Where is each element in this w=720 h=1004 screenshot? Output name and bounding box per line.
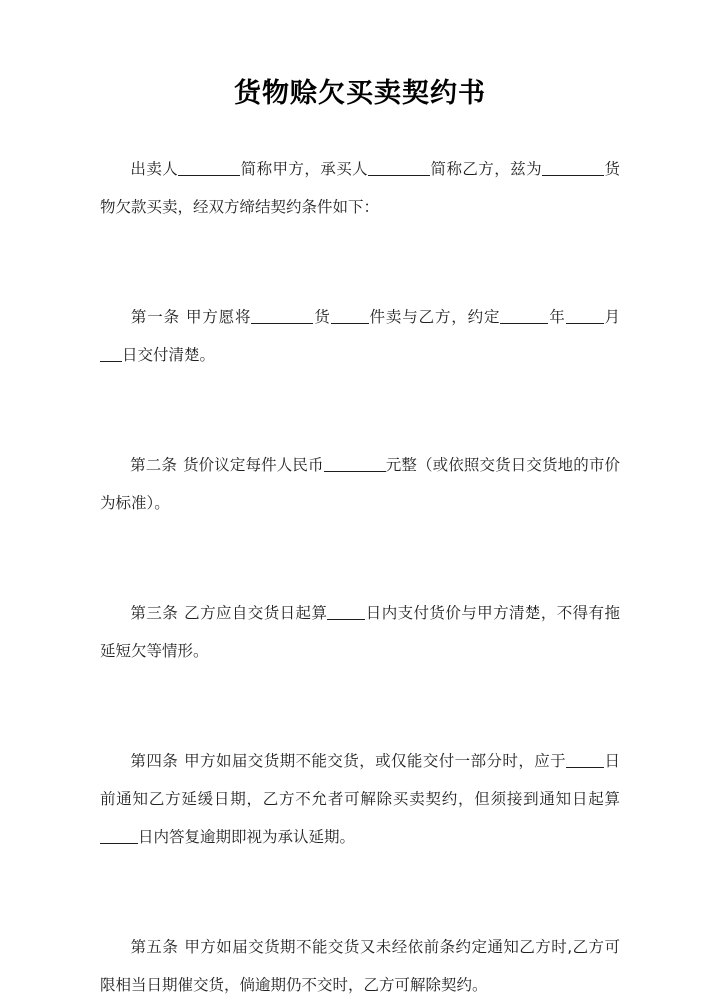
article-1-paragraph <box>100 298 620 374</box>
article-1-day-blank[interactable] <box>100 347 122 362</box>
page-title: 货物赊欠买卖契约书 <box>234 78 486 109</box>
article-5-paragraph <box>100 928 620 1004</box>
article-2-segment-2: 元整（或依照交货日交货地的市价为标准）。 <box>100 456 620 512</box>
article-2-segment-1: 货价议定每件人民币 <box>183 456 324 474</box>
preamble-tail-text: 货物欠款买卖，经双方缔结契约条件如下： <box>100 160 620 216</box>
article-4-label: 第四条 <box>130 752 179 770</box>
preamble-mid-1-text: 简称甲方，承买人 <box>240 160 369 178</box>
article-1-segment-4: 年 <box>548 308 566 326</box>
goods-name-blank[interactable] <box>542 161 604 176</box>
article-1-segment-3: 件卖与乙方，约定 <box>368 308 501 326</box>
seller-name-blank[interactable] <box>178 161 240 176</box>
article-2-paragraph <box>100 446 620 522</box>
article-1-month-blank[interactable] <box>566 309 604 324</box>
article-3-segment-2: 日内支付货价与甲方清楚，不得有拖延短欠等情形。 <box>100 604 620 660</box>
article-4-notice-days-blank[interactable] <box>566 753 604 768</box>
preamble-lead-text: 出卖人 <box>130 160 179 178</box>
article-4-segment-3: 日内答复逾期即视为承认延期。 <box>138 828 356 846</box>
preamble-paragraph <box>100 150 620 226</box>
article-4-segment-1: 甲方如届交货期不能交货，或仅能交付一部分时，应于 <box>184 752 567 770</box>
document-body <box>100 150 620 1004</box>
article-1-goods-blank[interactable] <box>251 309 313 324</box>
article-5-segment-1: 甲方如届交货期不能交货又未经依前条约定通知乙方时,乙方可限相当日期催交货，倘逾期仍不交时，乙方可解除契约。 <box>100 938 620 994</box>
article-1-segment-5: 月 <box>603 308 620 326</box>
article-4-segment-2: 日前通知乙方延缓日期，乙方不允者可解除买卖契约，但须接到通知日起算 <box>100 752 620 808</box>
article-1-label: 第一条 <box>130 308 180 326</box>
article-3-label: 第三条 <box>130 604 179 622</box>
article-3-paragraph <box>100 594 620 670</box>
article-1-segment-6: 日交付清楚。 <box>122 346 216 364</box>
article-1-year-blank[interactable] <box>500 309 548 324</box>
article-3-segment-1: 乙方应自交货日起算 <box>184 604 328 622</box>
article-4-paragraph <box>100 742 620 856</box>
article-4-reply-days-blank[interactable] <box>100 829 138 844</box>
article-2-price-blank[interactable] <box>324 457 386 472</box>
article-2-label: 第二条 <box>130 456 177 474</box>
preamble-mid-2-text: 简称乙方，兹为 <box>430 160 543 178</box>
article-1-quantity-blank[interactable] <box>331 309 369 324</box>
article-5-label: 第五条 <box>130 938 179 956</box>
article-1-segment-2: 货 <box>313 308 331 326</box>
buyer-name-blank[interactable] <box>368 161 430 176</box>
article-3-days-blank[interactable] <box>327 605 365 620</box>
article-1-segment-1: 甲方愿将 <box>185 308 252 326</box>
